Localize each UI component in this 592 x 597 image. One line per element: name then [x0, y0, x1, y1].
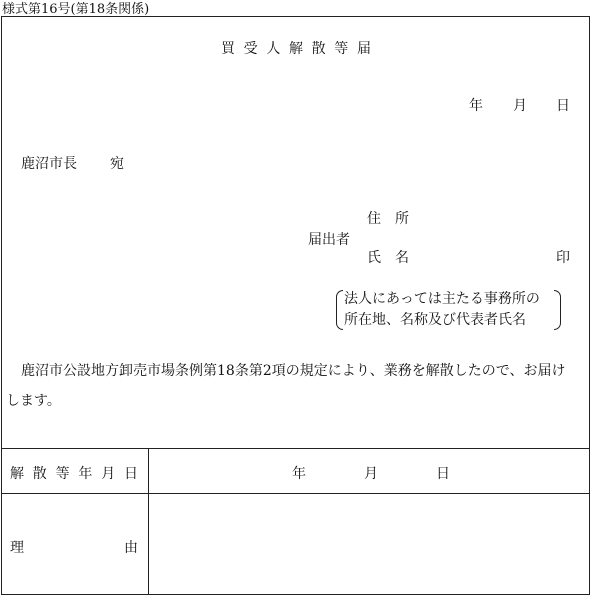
dissolution-date-label-char: 日 — [123, 466, 138, 482]
reason-label-char: 理 — [10, 540, 24, 556]
date-month-label: 月 — [513, 98, 527, 114]
table-row-divider — [1, 493, 590, 494]
dissolution-date-label-char: 年 — [78, 466, 93, 482]
title-char: 等 — [334, 41, 349, 57]
address-label-char: 住 — [367, 211, 381, 227]
table-top-border — [1, 448, 590, 449]
form-title — [221, 38, 371, 58]
title-char: 受 — [243, 41, 258, 57]
title-char: 届 — [356, 41, 371, 57]
title-char: 買 — [221, 41, 235, 57]
address-label-char: 所 — [395, 211, 409, 227]
note-right-bracket — [554, 290, 561, 330]
dissolution-date-day: 日 — [436, 466, 450, 482]
reason-label — [10, 537, 138, 557]
addressee-honorific: 宛 — [110, 156, 124, 172]
applicant-label: 届出者 — [308, 232, 350, 248]
addressee-name: 鹿沼市長 — [21, 156, 77, 172]
title-char: 散 — [311, 41, 326, 57]
name-label — [367, 247, 409, 267]
dissolution-date-month: 月 — [364, 466, 378, 482]
form-number-label: 様式第16号(第18条関係) — [2, 2, 150, 17]
body-text-line2: します。 — [6, 393, 61, 409]
reason-label-char: 由 — [124, 540, 138, 556]
corporate-note-line1: 法人にあっては主たる事務所の — [344, 291, 540, 307]
title-char: 人 — [266, 41, 281, 57]
date-year-label: 年 — [469, 98, 483, 114]
note-left-bracket — [336, 290, 343, 330]
name-label-char: 氏 — [367, 250, 381, 266]
dissolution-date-label — [10, 463, 138, 483]
name-label-char: 名 — [395, 250, 409, 266]
address-label — [367, 208, 409, 228]
table-column-divider — [148, 448, 149, 595]
dissolution-date-label-char: 月 — [101, 466, 116, 482]
body-text-line1: 鹿沼市公設地方卸売市場条例第18条第2項の規定により、業務を解散したので、お届け — [21, 363, 566, 379]
dissolution-date-label-char: 解 — [10, 466, 24, 482]
dissolution-date-label-char: 等 — [55, 466, 70, 482]
seal-mark: 印 — [556, 250, 570, 266]
title-char: 解 — [288, 41, 303, 57]
dissolution-date-year: 年 — [292, 466, 306, 482]
corporate-note-line2: 所在地、名称及び代表者氏名 — [344, 312, 526, 328]
dissolution-date-label-char: 散 — [32, 466, 47, 482]
date-day-label: 日 — [556, 98, 570, 114]
